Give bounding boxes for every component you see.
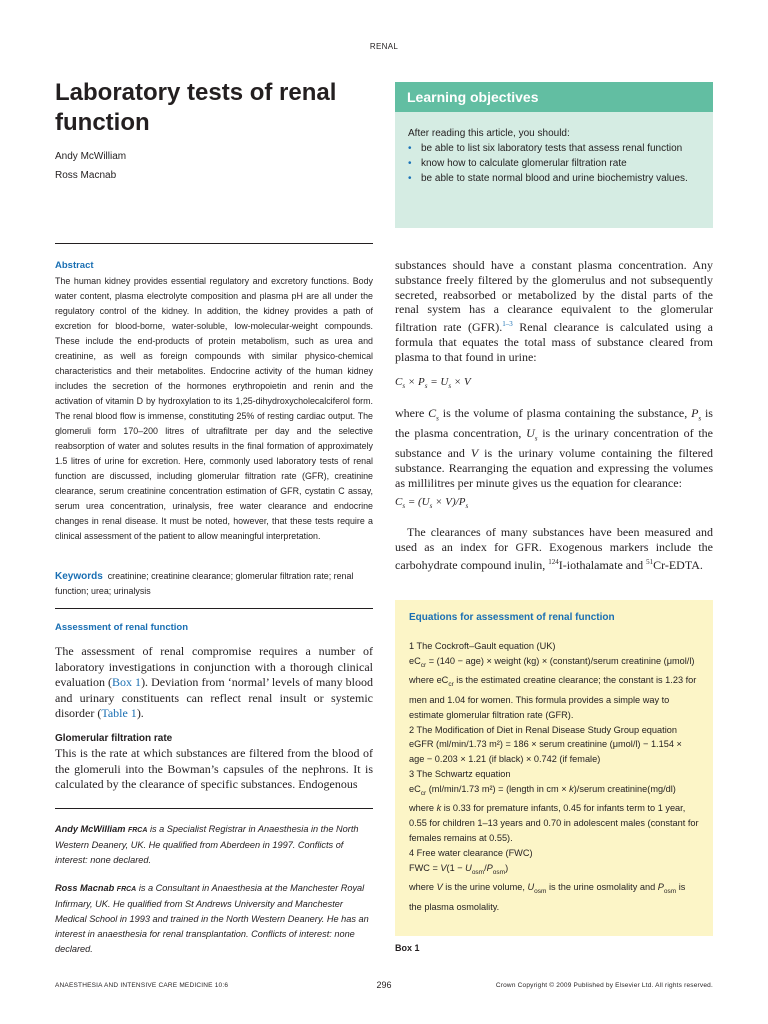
equation-clearance-mass: $C_s \times P_s = U_s \times V$	[395, 376, 471, 391]
bio-name: Ross Macnab	[55, 883, 115, 893]
box-line: 3 The Schwartz equation	[409, 769, 511, 780]
bio-mcwilliam	[55, 822, 373, 868]
box-text: is the estimated creatine clearance; the constant is 1.23 for men and 1.04 for women. This formula provides a simple way to estimate glomerular filtration rate (GFR).	[409, 675, 697, 720]
abstract	[55, 258, 373, 544]
box-text: )/serum creatinine(mg/dl)	[573, 783, 676, 794]
box-text: FWC =	[409, 862, 441, 873]
box-text: is the urine volume,	[442, 882, 528, 893]
box-text: where	[409, 882, 437, 893]
footer-copyright: Crown Copyright © 2009 Published by Elsevier Ltd. All rights reserved.	[495, 982, 713, 989]
bio-macnab	[55, 881, 373, 957]
box-line: $eC_{cr} = (140 - age)$ × weight (kg) × (constant)/serum creatinine (μmol/l)	[409, 655, 695, 669]
box-text: where eC	[409, 675, 449, 686]
bio-text: is a Specialist Registrar in Anaesthesia in the North Western Deanery, UK. He qualified from Aberdeen in 1997. Conflicts of interest: none declared.	[55, 824, 359, 865]
bio-name: Andy McWilliam	[55, 824, 126, 834]
right-paragraph-2: where $C_s$ is the volume of plasma containing the substance, $P_s$ is the plasma concentration, $U_s$ is the urinary concentration of the substance and V is the urinary volume containing the filtered substance. Rearranging the equation and expressing the volumes as millilitres per minute gives us the equation for clearance:	[395, 406, 713, 490]
keywords-text: creatinine; creatinine clearance; glomerular filtration rate; renal function; urea; urinalysis	[55, 571, 354, 596]
box-line: 4 Free water clearance (FWC)	[409, 847, 533, 858]
box-line: where $eC_{cr}$ is the estimated creatine clearance; the constant is 1.23 for men and 1.04 for women. This formula provides a simple way to estimate glomerular filtration rate (GFR).	[409, 675, 697, 720]
isotope-number: 51	[646, 557, 654, 566]
box-line: FWC = $V(1 - U_{osm}/P_{osm})$	[409, 862, 509, 876]
isotope-number: 124	[548, 557, 559, 566]
paragraph-text: where	[395, 406, 429, 420]
running-header: RENAL	[369, 42, 399, 51]
bio-text: is a Consultant in Anaesthesia at the Manchester Royal Infirmary, UK. He qualified from St Andrews University and Manchester Medical School in 1993 and trained in the North Western Deanery. He has an interest in anaesthesia for renal transplantation. Conflicts of interest: none declared.	[55, 883, 369, 954]
paragraph-text: is the urinary volume containing the filtered substance. Rearranging the equation and expressing the volumes as millilitres per minute gives us the equation for clearance:	[395, 446, 713, 490]
objective-item: • be able to state normal blood and urine biochemistry values.	[408, 171, 699, 186]
keywords-heading: Keywords	[55, 571, 103, 582]
paragraph-text: is the urinary concentration of the substance and	[395, 426, 713, 461]
keywords	[55, 569, 373, 599]
box-line: $eC_{cr}$ (ml/min/1.73 m²) = (length in cm × k)/serum creatinine(mg/dl)	[409, 783, 676, 797]
box-title: Equations for assessment of renal function	[409, 612, 615, 623]
right-paragraph-3	[395, 525, 713, 572]
divider	[55, 808, 373, 809]
learning-objectives-list	[408, 141, 699, 186]
learning-objectives-intro: After reading this article, you should:	[408, 128, 570, 139]
abstract-heading: Abstract	[55, 260, 94, 271]
paragraph-text: I-iothalamate and	[558, 557, 647, 572]
author-1: Andy McWilliam	[55, 151, 127, 162]
box-label: Box 1	[395, 943, 420, 953]
gfr-paragraph: This is the rate at which substances are filtered from the blood of the glomeruli into the Bowman’s capsules of the nephrons. It is calculated by the clearance of specific substances. Endogenous	[55, 746, 373, 792]
paragraph-text: is the plasma concentration,	[395, 406, 713, 441]
right-paragraph-1	[395, 258, 713, 365]
box-text: (1 −	[446, 862, 466, 873]
box-text: is the urine osmolality and	[546, 882, 658, 893]
abstract-text: The human kidney provides essential regulatory and excretory functions. Body water content, plasma electrolyte composition and plasma pH are all under the regulatory control of the kidney. In addition, the kidney provides a path of excretion for blood-borne, water-soluble, low-molecular-weight compounds. These include the end-products of protein metabolism, such as urea and creatinine, as well as foreign compounds with similar physico-chemical characteristics and their metabolites. Endocrine activity of the human kidney includes the secretion of the hormones erythropoietin and renin and the activation of vitamin D by hydroxylation to its 1,25-dihydroxycholecalciferol form. The renal blood flow is immense, constituting 25% of resting cardiac output. The glomeruli form 170–200 litres of ultrafiltrate per day and the selective reabsorption of water and solutes results in the final formation of approximately 1.5 litres of urine for excretion. Here, commonly used laboratory tests of renal function are discussed, including glomerular filtration rate (GFR), creatinine clearance, serum creatinine concentration estimation of GFR, cystatin C assay, serum urea concentration, urinalysis, free water clearance and endocrine changes in renal disease. It must be noted, however, that these tests require a clinical assessment of the patient to allow meaningful interpretation.	[55, 276, 373, 541]
equations-box	[395, 600, 713, 936]
box-text: is 0.33 for premature infants, 0.45 for infants term to 1 year, 0.55 for children 1–13 years and 0.70 in adolescent males (constant for females remains at 0.55).	[409, 803, 699, 844]
box-text: )	[505, 862, 509, 873]
divider	[55, 243, 373, 244]
box-line: where V is the urine volume, $U_{osm}$ is the urine osmolality and $P_{osm}$ is the plasma osmolality.	[409, 882, 686, 912]
box-text: is the plasma osmolality.	[409, 882, 686, 912]
box-body	[395, 623, 713, 915]
box-text: (ml/min/1.73 m²) = (length in cm ×	[426, 783, 570, 794]
table1-link[interactable]: Table 1	[101, 706, 137, 721]
author-2: Ross Macnab	[55, 170, 117, 181]
box-line: 1 The Cockroft–Gault equation (UK)	[409, 641, 556, 651]
paragraph-text: Cr-EDTA.	[653, 557, 703, 572]
box-text: where	[409, 803, 437, 814]
paragraph-text: The assessment of renal compromise requires a number of laboratory investigations in conjunction with a thorough clinical evaluation (	[55, 644, 373, 690]
footer-journal: ANAESTHESIA AND INTENSIVE CARE MEDICINE 10:6	[55, 982, 229, 989]
citation-ref[interactable]: 1–3	[502, 320, 513, 329]
bio-credential: FRCA	[116, 886, 137, 893]
paragraph-text: substances should have a constant plasma concentration. Any substance freely filtered by the glomerulus and not subsequently secreted, reabsorbed or metabolized by the distal parts of the renal system has a clearance equivalent to the glomerular filtration rate (GFR).	[395, 258, 713, 335]
paragraph-text: Renal clearance is calculated using a formula that equates the total mass of substance cleared from plasma to that found in urine:	[395, 320, 713, 364]
bio-credential: FRCA	[127, 827, 148, 834]
equation-clearance: $C_s = (U_s \times V)/P_s$	[395, 496, 469, 511]
paragraph-text: ).	[136, 706, 144, 721]
learning-objectives-title: Learning objectives	[395, 82, 713, 112]
section-heading: Assessment of renal function	[55, 622, 189, 633]
box-line: where k is 0.33 for premature infants, 0.45 for infants term to 1 year, 0.55 for children 1–13 years and 0.70 in adolescent males (constant for females remains at 0.55).	[409, 803, 699, 844]
paragraph-text: is the volume of plasma containing the substance,	[438, 406, 692, 420]
box-line: 2 The Modification of Diet in Renal Disease Study Group equation	[409, 724, 677, 735]
box1-link[interactable]: Box 1	[112, 675, 142, 690]
page-number: 296	[376, 980, 392, 990]
learning-objectives-box	[395, 82, 713, 228]
box-text: = (140 − age) × weight (kg) × (constant)/serum creatinine (μmol/l)	[426, 655, 695, 666]
assessment-paragraph	[55, 644, 373, 722]
paragraph-text: ). Deviation from ‘normal’ levels of many blood and urinary constituents can reflect renal insult or systemic disorder (	[55, 675, 373, 721]
divider	[55, 608, 373, 609]
article-title: Laboratory tests of renal function	[55, 79, 337, 136]
box-line: eGFR (ml/min/1.73 m²) = 186 × serum creatinine (μmol/l) − 1.154 × age − 0.203 × 1.21 (if black) × 0.742 (if female)	[409, 739, 682, 765]
objective-item: • be able to list six laboratory tests that assess renal function	[408, 141, 699, 156]
paragraph-text: The clearances of many substances have been measured and used as an index for GFR. Exogenous markers include the carbohydrate compound inulin,	[395, 525, 713, 572]
objective-item: • know how to calculate glomerular filtration rate	[408, 156, 699, 171]
gfr-heading: Glomerular filtration rate	[55, 733, 173, 744]
